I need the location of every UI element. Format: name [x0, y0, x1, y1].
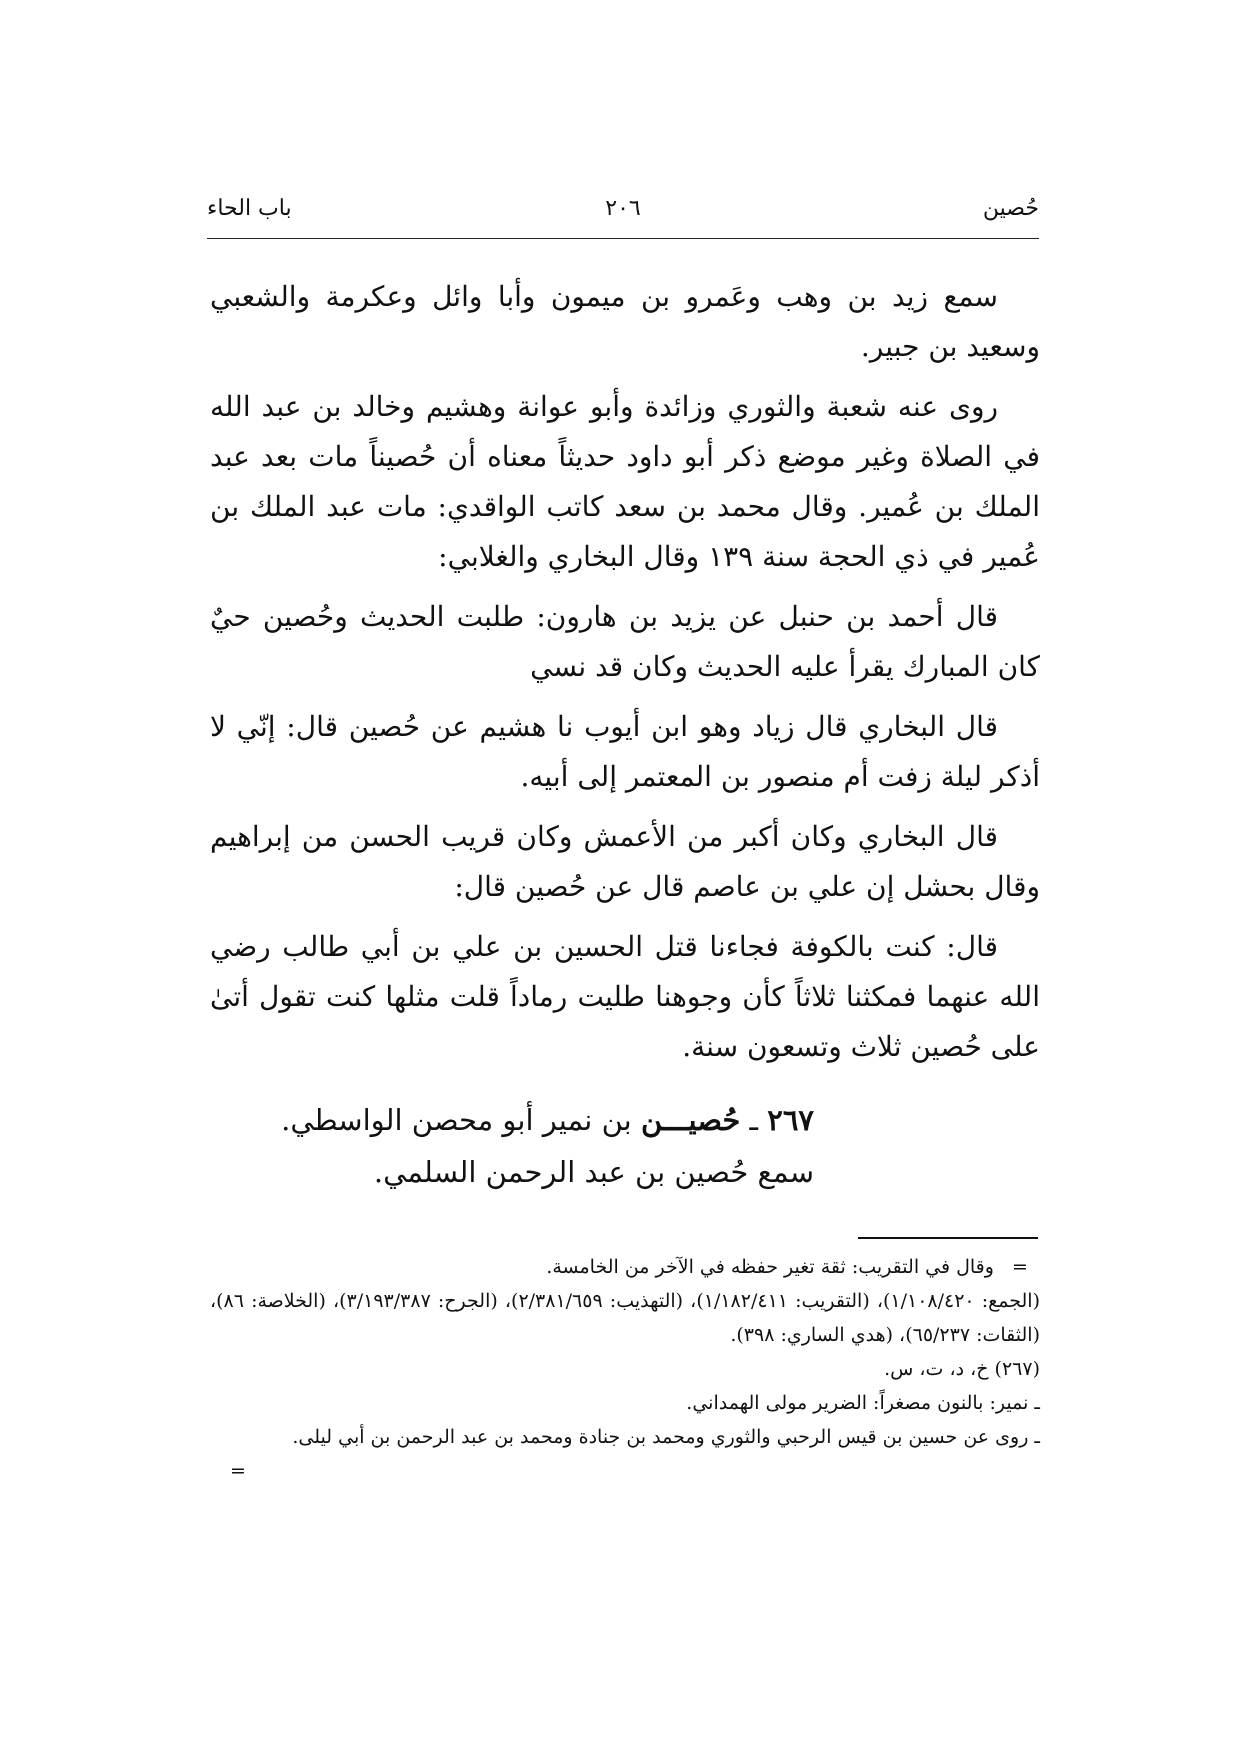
paragraph-6: قال: كنت بالكوفة فجاءنا قتل الحسين بن علي بن أبي طالب رضي الله عنهما فمكثنا ثلاثاً كأن وجوهنا طليت رماداً قلت مثلها كنت تقول أتىٰ على حُصين ثلاث وتسعون سنة.: [210, 930, 1040, 1063]
biography-entry: [210, 1094, 1040, 1198]
paragraph-3: قال أحمد بن حنبل عن يزيد بن هارون: طلبت الحديث وحُصين حيٌ كان المبارك يقرأ عليه الحديث وكان قد نسي: [210, 600, 1040, 683]
footnote-narrators: ـ روى عن حسين بن قيس الرحبي والثوري ومحمد بن جنادة ومحمد بن عبد الرحمن بن أبي ليلى.: [292, 1426, 1040, 1448]
entry-number: ٢٦٧: [767, 1103, 814, 1137]
entry-teacher-line: سمع حُصين بن عبد الرحمن السلمي.: [373, 1155, 814, 1189]
paragraph-1: سمع زيد بن وهب وعَمرو بن ميمون وأبا وائل وعكرمة والشعبي وسعيد بن جبير.: [210, 280, 1040, 363]
footnotes: [210, 1250, 1040, 1488]
running-header: [207, 196, 1039, 236]
footnote-entry-ref: (٢٦٧) خ، د، ت، س.: [884, 1358, 1040, 1380]
paragraph-5: قال البخاري وكان أكبر من الأعمش وكان قريب الحسن من إبراهيم وقال بحشل إن علي بن عاصم قال عن حُصين قال:: [210, 820, 1040, 903]
footnote-line-1: [210, 1250, 1040, 1284]
footnote-taqrib: وقال في التقريب: ثقة تغير حفظه في الآخر من الخامسة.: [546, 1256, 994, 1278]
entry-dash: ـ: [749, 1103, 759, 1137]
chapter-title: باب الحاء: [207, 196, 292, 221]
footnote-sources: (الجمع: ١/١٠٨/٤٢٠)، (التقريب: ١/١٨٢/٤١١)، (التهذيب: ٢/٣٨١/٦٥٩)، (الجرح: ٣/١٩٣/٣٨٧)، (الخلاصة: ٨٦)، (الثقات: ٦٥/٢٣٧)، (هدي الساري: ٣٩٨).: [210, 1290, 1040, 1346]
entry-name: حُصيـــن: [640, 1103, 741, 1137]
entry-lineage: بن نمير أبو محصن الواسطي.: [281, 1103, 632, 1137]
paragraph-2: روى عنه شعبة والثوري وزائدة وأبو عوانة وهشيم وخالد بن عبد الله في الصلاة وغير موضع ذكر أبو داود حديثاً معناه أن حُصيناً مات بعد عبد الملك بن عُمير. وقال محمد بن سعد كاتب الواقدي: مات عبد الملك بن عُمير في ذي الحجة سنة ١٣٩ وقال البخاري والغلابي:: [210, 390, 1040, 573]
entry-heading: [210, 1094, 814, 1146]
footnote-rule: [858, 1237, 1038, 1239]
page-number: ٢٠٦: [605, 196, 641, 221]
continuation-mark-end: =: [230, 1460, 246, 1482]
header-rule: [207, 238, 1039, 239]
footnote-nisba: ـ نمير: بالنون مصغراً: الضرير مولى الهمداني.: [686, 1392, 1040, 1414]
paragraph-4: قال البخاري قال زياد وهو ابن أيوب نا هشيم عن حُصين قال: إنّي لا أذكر ليلة زفت أم منصور بن المعتمر إلى أبيه.: [210, 710, 1040, 793]
continuation-mark-start: =: [1012, 1256, 1028, 1278]
main-text: [210, 272, 1040, 1198]
entry-running-title: حُصين: [982, 196, 1039, 221]
